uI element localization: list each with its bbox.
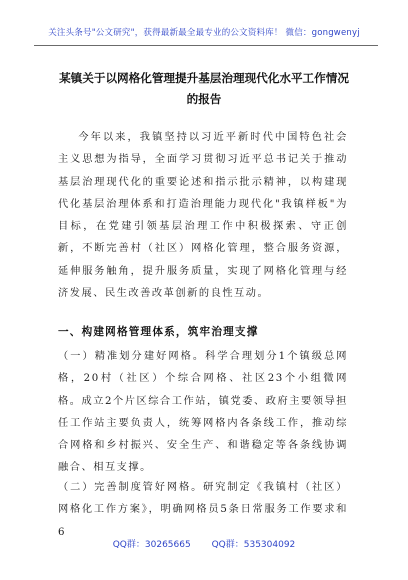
qq-group-2: QQ群：535304092 bbox=[211, 540, 296, 550]
promo-banner: 关注头条号"公文研究"，获得最新最全最专业的公文资料库！ 微信：gongwenyj bbox=[48, 28, 360, 38]
document-title bbox=[40, 68, 368, 110]
intro-paragraph: 今年以来，我镇坚持以习近平新时代中国特色社会主义思想为指导，全面学习贯彻习近平总书记关于推动基层治理现代化的重要论述和指示批示精神，以构建现代化基层治理体系和打造治理能力现代化"我镇样板"为目标，在党建引领基层治理工作中积极探索、守正创新，不断完善村（社区）网格化管理，整合服务资源，延伸服务触角，提升服务质量，实现了网格化管理与经济发展、民生改善改革创新的良性互动。 bbox=[58, 132, 348, 300]
qq-group-1: QQ群：30265665 bbox=[112, 540, 191, 550]
title-line-2: 的报告 bbox=[186, 92, 222, 106]
title-line-1: 某镇关于以网格化管理提升基层治理现代化水平工作情况 bbox=[59, 71, 349, 85]
header-divider bbox=[34, 45, 378, 46]
paragraph-1: （一）精准划分建好网格。科学合理划分1个镇级总网格，20村（社区）个综合网格、社区23个小组微网格。成立2个片区综合工作站，镇党委、政府主要领导担任工作站主要负责人，统筹网格内各条线工作，推动综合网格和乡村振兴、安全生产、和谐稳定等各条线协调融合、相互支撑。 bbox=[58, 351, 348, 474]
section-heading-1: 一、构建网格管理体系，筑牢治理支撑 bbox=[58, 326, 259, 338]
paragraph-2: （二）完善制度管好网格。研究制定《我镇村（社区）网格化工作方案》，明确网格员5条日常服务工作要求和6 bbox=[58, 482, 348, 538]
contact-footer bbox=[0, 537, 408, 550]
